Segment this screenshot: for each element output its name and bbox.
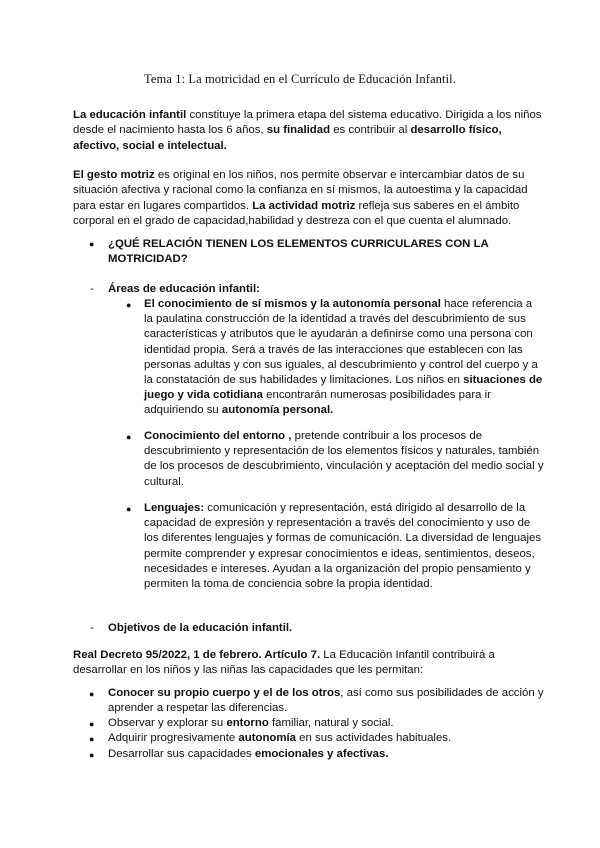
area-2-text-1: pretende contribuir a los procesos de descubrimiento y representación de los elementos físicos y naturales, también de los procesos de descubrimiento, vinculación y aceptación del medio social y cultural. xyxy=(144,430,544,488)
intro-text-1: constituye la primera etapa del sistema educativo. Dirigida a los niños desde el nacimiento hasta los 6 años, xyxy=(73,109,542,137)
area-3-bold-1: Lenguajes: xyxy=(144,502,205,514)
area-3-paragraph xyxy=(144,501,544,592)
gesto-paragraph xyxy=(73,168,543,229)
capacidad-2 xyxy=(108,716,548,731)
intro-bold-2: su finalidad xyxy=(266,124,331,137)
area-3-text-1: comunicación y representación, está dirigido al desarrollo de la capacidad de expresión y representación a través del conocimiento y uso de los diferentes lenguajes y formas de comunicación. La diversidad de lenguajes permite comprender y expresar conocimientos e ideas, sentimientos, deseos, necesidades e intereses. Ayudan a la organización del propio pensamiento y permiten la toma de conciencia sobre la propia identidad. xyxy=(144,502,542,591)
gesto-bold-2: La actividad motriz xyxy=(252,199,356,212)
gesto-text-1: es original en los niños, nos permite observar e intercambiar datos de su situación afectiva y racional como la confianza en sí mismos, la autoestima y la capacidad para estar en lugares compartidos. xyxy=(73,169,528,212)
gesto-bold-1: El gesto motriz xyxy=(73,169,155,181)
area-3-bullet: ● xyxy=(126,504,132,514)
capacidad-1-text-1: , así como sus posibilidades de acción y aprender a respetar las diferencias. xyxy=(108,687,544,715)
document-title: Tema 1: La motricidad en el Currículo de Educación Infantil. xyxy=(144,72,456,86)
capacidad-2-bold: entorno xyxy=(226,717,269,729)
intro-paragraph xyxy=(73,108,543,154)
capacidad-2-text-1: familiar, natural y social. xyxy=(268,717,394,729)
area-1-bold-2: situaciones de juego y vida cotidiana xyxy=(144,374,543,402)
capacidad-4-bullet: ● xyxy=(89,750,95,760)
areas-dash: - xyxy=(90,283,94,295)
capacidad-3-bullet: ● xyxy=(89,734,95,744)
intro-bold-3: desarrollo físico, afectivo, social e intelectual. xyxy=(73,124,502,152)
capacidad-3 xyxy=(108,731,548,746)
intro-text-2: es contribuir al xyxy=(330,124,411,137)
area-2-paragraph xyxy=(144,429,544,490)
area-1-bold-3: autonomía personal. xyxy=(221,404,334,417)
capacidad-1 xyxy=(108,686,548,716)
capacidad-3-text-1: en sus actividades habituales. xyxy=(296,732,452,744)
decreto-bold: Real Decreto 95/2022, 1 de febrero. Artículo 7. xyxy=(73,649,321,661)
capacidad-3-bold: autonomía xyxy=(238,732,297,744)
capacidad-1-bold: Conocer su propio cuerpo y el de los otros xyxy=(108,687,341,699)
objetivos-heading: Objetivos de la educación infantil. xyxy=(108,622,293,634)
question-bullet: ● xyxy=(89,239,95,249)
area-2-bullet: ● xyxy=(126,432,132,442)
capacidad-3-text-0: Adquirir progresivamente xyxy=(108,732,239,744)
intro-bold-1: La educación infantil xyxy=(73,109,187,121)
area-2-bold-1: Conocimiento del entorno , xyxy=(144,430,292,442)
area-1-bullet: ● xyxy=(126,300,132,310)
question-heading: ¿QUÉ RELACIÓN TIENEN LOS ELEMENTOS CURRICULARES CON LA MOTRICIDAD? xyxy=(108,238,489,266)
gesto-text-2: refleja sus saberes en el ámbito corporal en el grado de capacidad,habilidad y destreza con el que cuenta el alumnado. xyxy=(73,199,520,227)
capacidad-1-bullet: ● xyxy=(89,689,95,699)
capacidad-2-text-0: Observar y explorar su xyxy=(108,717,227,729)
capacidad-4-text-0: Desarrollar sus capacidades xyxy=(108,748,255,760)
decreto-paragraph xyxy=(73,648,543,679)
area-1-paragraph xyxy=(144,297,544,419)
capacidad-2-bullet: ● xyxy=(89,719,95,729)
area-1-text-2: encontrarán numerosas posibilidades para ir adquiriendo su xyxy=(144,389,491,417)
capacidad-4 xyxy=(108,747,548,762)
area-1-text-1: hace referencia a la paulatina construcción de la identidad a través del descubrimiento de sus características y atributos que le ayudarán a definirse como una persona con identidad propia. Será a través de las interacciones que establecen con las personas adultas y con sus iguales, al descubrimiento y control del cuerpo y a la constatación de sus habilidades y limitaciones. Los niños en xyxy=(144,298,538,387)
areas-heading: Áreas de educación infantil: xyxy=(108,283,260,295)
capacidad-4-bold: emocionales y afectivas. xyxy=(254,748,389,760)
decreto-text: La Educación Infantil contribuirá a desarrollar en los niños y las niñas las capacidades que les permitan: xyxy=(73,649,495,677)
objetivos-dash: - xyxy=(90,622,94,634)
area-1-bold-1: El conocimiento de sí mismos y la autonomía personal xyxy=(144,298,441,310)
